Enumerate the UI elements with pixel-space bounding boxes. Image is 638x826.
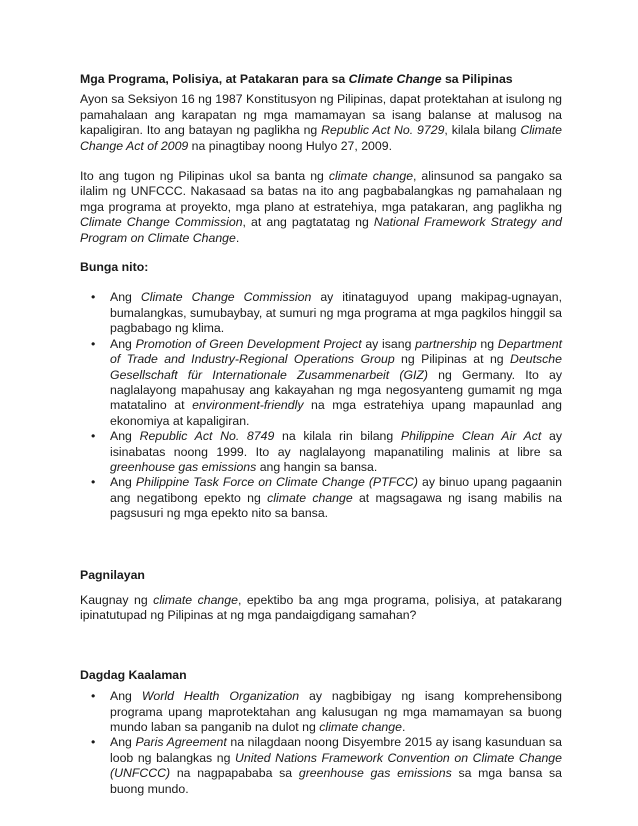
paragraph-pagnilayan: Kaugnay ng climate change, epektibo ba ang mga programa, polisiya, at patakarang ipinatutupad ng Pilipinas at ng mga pandaigdigang samahan?	[80, 592, 562, 623]
heading-bunga-nito: Bunga nito:	[80, 260, 149, 275]
heading-pagnilayan: Pagnilayan	[80, 567, 145, 582]
bunga-list	[80, 290, 562, 521]
heading-dagdag-kaalaman: Dagdag Kaalaman	[80, 667, 187, 682]
list-item: • Ang Republic Act No. 8749 na kilala rin bilang Philippine Clean Air Act ay isinabatas noong 1999. Ito ay naglalayong mapanatiling malinis at libre sa greenhouse gas emissions ang hangin sa bansa.	[80, 429, 562, 475]
list-item: • Ang Climate Change Commission ay itinataguyod upang makipag-ugnayan, bumalangkas, sumubaybay, at sumuri ng mga programa at mga pagkilos hinggil sa pagbabago ng klima.	[80, 290, 562, 336]
list-item: • Ang Promotion of Green Development Project ay isang partnership ng Department of Trade and Industry-Regional Operations Group ng Pilipinas at ng Deutsche Gesellschaft für Internationale Zusammenarbeit (GIZ) ng Germany. Ito ay naglalayong mapahusay ang kakayahan ng mga negosyanteng gumamit ng mga matatalino at environment-friendly na mga estratehiya upang mapaunlad ang ekonomiya at kapaligiran.	[80, 337, 562, 429]
paragraph-seksiyon-16: Ayon sa Seksiyon 16 ng 1987 Konstitusyon ng Pilipinas, dapat protektahan at isulong ng pamahalaan ang karapatan ng mga mamamayan sa isang balanse at malusog na kapaligiran. Ito ang batayan ng paglikha ng Republic Act No. 9729, kilala bilang Climate Change Act of 2009 na pinagtibay noong Hulyo 27, 2009.	[80, 92, 562, 153]
list-item: • Ang World Health Organization ay nagbibigay ng isang komprehensibong programa upang maprotektahan ang kalusugan ng mga mamamayan sa buong mundo laban sa panganib na dulot ng climate change.	[80, 689, 562, 735]
dagdag-list	[80, 689, 562, 797]
document-title: Mga Programa, Polisiya, at Patakaran para sa Climate Change sa Pilipinas	[80, 72, 513, 86]
paragraph-tugon: Ito ang tugon ng Pilipinas ukol sa banta ng climate change, alinsunod sa pangako sa ilalim ng UNFCCC. Nakasaad sa batas na ito ang pagbabalangkas ng pamahalaan ng mga programa at proyekto, mga plano at estratehiya, mga patakaran, ang paglikha ng Climate Change Commission, at ang pagtatatag ng National Framework Strategy and Program on Climate Change.	[80, 169, 562, 245]
document-body	[80, 72, 562, 797]
list-item: • Ang Paris Agreement na nilagdaan noong Disyembre 2015 ay isang kasunduan sa loob ng balangkas ng United Nations Framework Convention on Climate Change (UNFCCC) na nagpapababa sa greenhouse gas emissions sa mga bansa sa buong mundo.	[80, 735, 562, 797]
list-item: • Ang Philippine Task Force on Climate Change (PTFCC) ay binuo upang pagaanin ang negatibong epekto ng climate change at magsagawa ng isang mabilis na pagsusuri ng mga epekto nito sa bansa.	[80, 475, 562, 521]
